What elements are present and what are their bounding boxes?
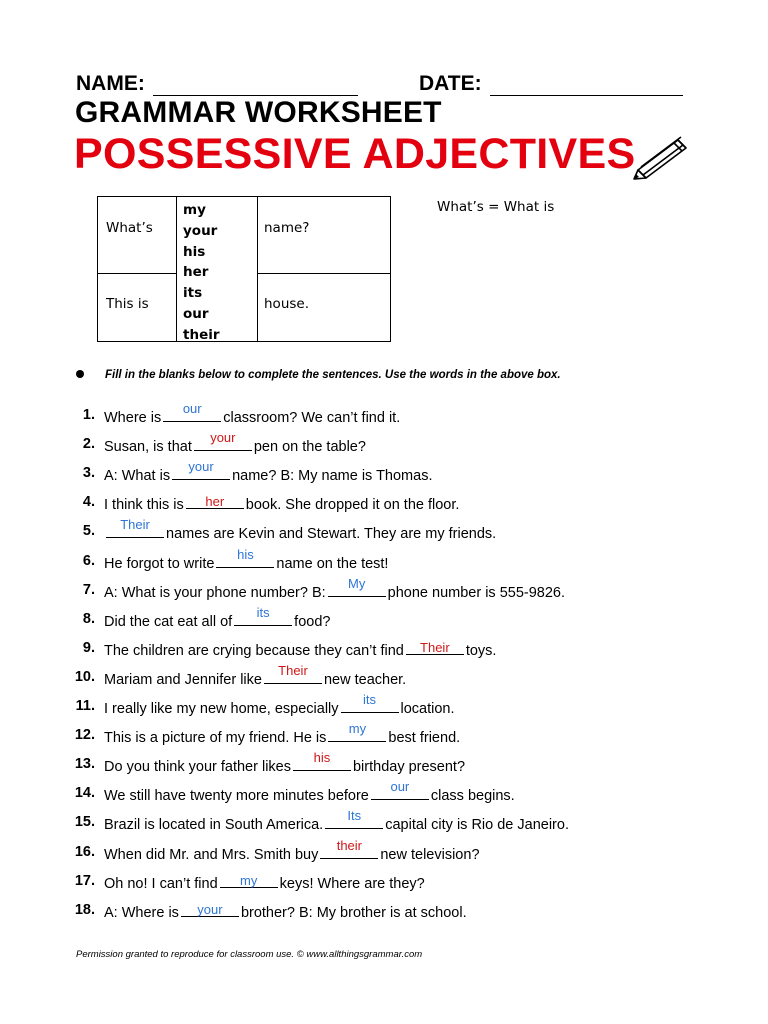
answer-blank[interactable]: [328, 575, 386, 597]
date-field[interactable]: [419, 72, 683, 96]
question-number: 1.: [82, 407, 95, 423]
worksheet-title: GRAMMAR WORKSHEET: [75, 96, 442, 129]
name-label: NAME:: [76, 72, 145, 95]
question-row: [0, 837, 768, 873]
question-row: [0, 779, 768, 814]
answer-text: my: [348, 721, 367, 737]
possessive-word: our: [183, 305, 209, 322]
question-text: [104, 808, 569, 834]
answer-blank[interactable]: [106, 517, 164, 538]
answer-blank[interactable]: [341, 692, 399, 713]
question-text-after: classroom? We can’t find it.: [223, 410, 401, 426]
question-text: [104, 604, 331, 630]
question-text-after: best friend.: [388, 730, 461, 747]
question-text-after: location.: [400, 701, 455, 717]
table-cell-this-is: This is: [106, 296, 149, 312]
answer-text: its: [256, 604, 270, 620]
question-row: [0, 430, 768, 465]
question-text-after: capital city is Rio de Janeiro.: [385, 817, 569, 834]
question-text: [104, 459, 433, 485]
question-text-before: He forgot to write: [104, 555, 215, 572]
answer-text: his: [237, 546, 254, 562]
question-text: [104, 692, 455, 717]
question-number: 5.: [82, 523, 95, 540]
answer-blank[interactable]: [293, 750, 351, 771]
answer-text: my: [239, 872, 258, 888]
question-text-after: birthday present?: [352, 759, 466, 776]
possessive-words-list: [183, 200, 220, 346]
answer-text: his: [313, 750, 331, 766]
page-title: POSSESSIVE ADJECTIVES: [74, 130, 636, 178]
question-text: [104, 430, 366, 456]
question-text-before: When did Mr. and Mrs. Smith buy: [104, 846, 319, 863]
question-text-before: Did the cat eat all of: [104, 613, 233, 630]
question-text-after: names are Kevin and Stewart. They are my friends.: [166, 526, 497, 543]
question-text: [104, 546, 389, 572]
question-text-before: Where is: [104, 410, 162, 426]
question-number: 6.: [82, 552, 95, 569]
answer-blank[interactable]: [181, 902, 239, 917]
question-text-after: pen on the table?: [253, 439, 366, 456]
question-row: [0, 575, 768, 611]
question-number: 12.: [74, 727, 95, 744]
question-text-before: This is a picture of my friend. He is: [104, 730, 327, 747]
possessive-word: her: [183, 264, 209, 281]
question-text: [104, 517, 497, 543]
question-row: [0, 808, 768, 843]
question-text-after: name on the test!: [276, 555, 389, 572]
question-text: [104, 750, 466, 776]
possessive-word: its: [183, 285, 203, 302]
date-line[interactable]: [490, 75, 683, 96]
answer-text: your: [188, 459, 214, 475]
table-cell-house: house.: [264, 296, 310, 312]
question-text-before: Susan, is that: [104, 439, 192, 456]
possessive-word: his: [183, 243, 206, 260]
answer-text: her: [205, 494, 225, 510]
answer-text: Their: [120, 517, 150, 533]
answer-blank[interactable]: [186, 494, 244, 509]
question-number: 17.: [74, 872, 95, 889]
question-text-after: new teacher.: [323, 671, 407, 688]
bullet-icon: [76, 370, 84, 378]
possessive-word: their: [183, 326, 220, 343]
question-number: 13.: [74, 756, 95, 773]
table-divider: [257, 273, 390, 274]
table-divider: [98, 273, 176, 274]
question-number: 15.: [74, 814, 95, 831]
answer-blank[interactable]: [216, 546, 274, 568]
footer-permission: Permission granted to reproduce for classroom use. © www.allthingsgrammar.com: [76, 949, 423, 960]
answer-blank[interactable]: [328, 721, 386, 742]
contraction-note: What’s = What is: [437, 199, 555, 215]
question-text: [104, 575, 566, 601]
question-text: [104, 640, 496, 659]
question-text-before: Do you think your father likes: [104, 759, 291, 776]
table-divider: [257, 197, 258, 341]
question-text: [104, 662, 407, 688]
answer-blank[interactable]: [320, 837, 378, 859]
question-row: [0, 902, 768, 931]
answer-text: their: [336, 837, 362, 853]
question-number: 7.: [82, 581, 95, 598]
question-text: [104, 837, 480, 863]
question-number: 2.: [82, 436, 95, 453]
answer-text: our: [390, 779, 410, 795]
question-text-after: class begins.: [430, 788, 515, 805]
name-field[interactable]: [76, 72, 358, 96]
question-text: [104, 721, 461, 747]
answer-blank[interactable]: [406, 640, 464, 655]
answer-text: Their: [420, 639, 450, 655]
date-label: DATE:: [419, 72, 482, 95]
answer-blank[interactable]: [172, 459, 230, 480]
possessive-word: my: [183, 202, 206, 218]
answer-text: your: [210, 430, 236, 446]
question-text-before: A: What is: [104, 468, 171, 485]
instructions: Fill in the blanks below to complete the sentences. Use the words in the above box.: [105, 369, 561, 381]
answer-blank[interactable]: [264, 662, 322, 684]
question-text-after: keys! Where are they?: [279, 875, 425, 892]
question-text-after: book. She dropped it on the floor.: [245, 497, 460, 514]
answer-blank[interactable]: [234, 604, 292, 626]
question-row: [0, 401, 768, 436]
answer-text: your: [197, 901, 223, 917]
answer-text: Its: [347, 808, 362, 824]
table-cell-name: name?: [264, 220, 310, 236]
question-number: 8.: [82, 610, 95, 627]
question-text-after: food?: [294, 613, 331, 630]
question-row: [0, 640, 768, 669]
question-text-before: The children are crying because they can’t find: [104, 642, 404, 659]
table-divider: [176, 197, 177, 341]
question-text-after: name? B: My name is Thomas.: [232, 468, 433, 485]
answer-blank[interactable]: [163, 401, 221, 422]
question-text: [104, 779, 515, 805]
question-text-before: Mariam and Jennifer like: [104, 671, 262, 688]
question-number: 4.: [82, 494, 95, 511]
question-text-before: I think this is: [104, 497, 184, 514]
answer-text: our: [182, 401, 202, 416]
question-text-before: A: What is your phone number? B:: [104, 584, 326, 601]
question-text: [104, 873, 425, 892]
possessive-word: your: [183, 222, 218, 239]
question-row: [0, 517, 768, 552]
question-text-before: Brazil is located in South America.: [104, 817, 324, 834]
question-number: 18.: [74, 901, 95, 918]
question-row: [0, 604, 768, 640]
question-text-after: brother? B: My brother is at school.: [240, 904, 467, 921]
answer-blank[interactable]: [194, 430, 252, 451]
question-text-after: toys.: [465, 642, 497, 659]
question-row: [0, 873, 768, 902]
question-text-before: A: Where is: [104, 904, 179, 921]
question-number: 3.: [82, 465, 95, 482]
question-text: [104, 902, 467, 921]
question-number: 10.: [74, 668, 95, 685]
answer-text: its: [363, 692, 377, 707]
question-number: 16.: [74, 843, 95, 860]
answer-text: My: [347, 575, 366, 591]
question-row: [0, 721, 768, 756]
possessive-word-table: [97, 196, 391, 342]
answer-text: Their: [278, 662, 308, 678]
pencil-icon: [632, 134, 690, 180]
question-text-after: phone number is 555-9826.: [387, 584, 566, 601]
question-text-before: We still have twenty more minutes before: [104, 788, 369, 805]
answer-blank[interactable]: [371, 779, 429, 800]
question-number: 9.: [82, 639, 95, 656]
question-text: [104, 401, 401, 426]
question-number: 14.: [74, 785, 95, 802]
question-text: [104, 494, 459, 513]
question-text-before: Oh no! I can’t find: [104, 875, 218, 892]
question-row: [0, 459, 768, 494]
question-number: 11.: [75, 698, 95, 714]
name-line[interactable]: [153, 75, 358, 96]
answer-blank[interactable]: [325, 808, 383, 829]
question-text-before: I really like my new home, especially: [104, 701, 339, 717]
question-text-after: new television?: [380, 846, 480, 863]
table-cell-whats: What’s: [106, 220, 153, 236]
answer-blank[interactable]: [220, 873, 278, 888]
